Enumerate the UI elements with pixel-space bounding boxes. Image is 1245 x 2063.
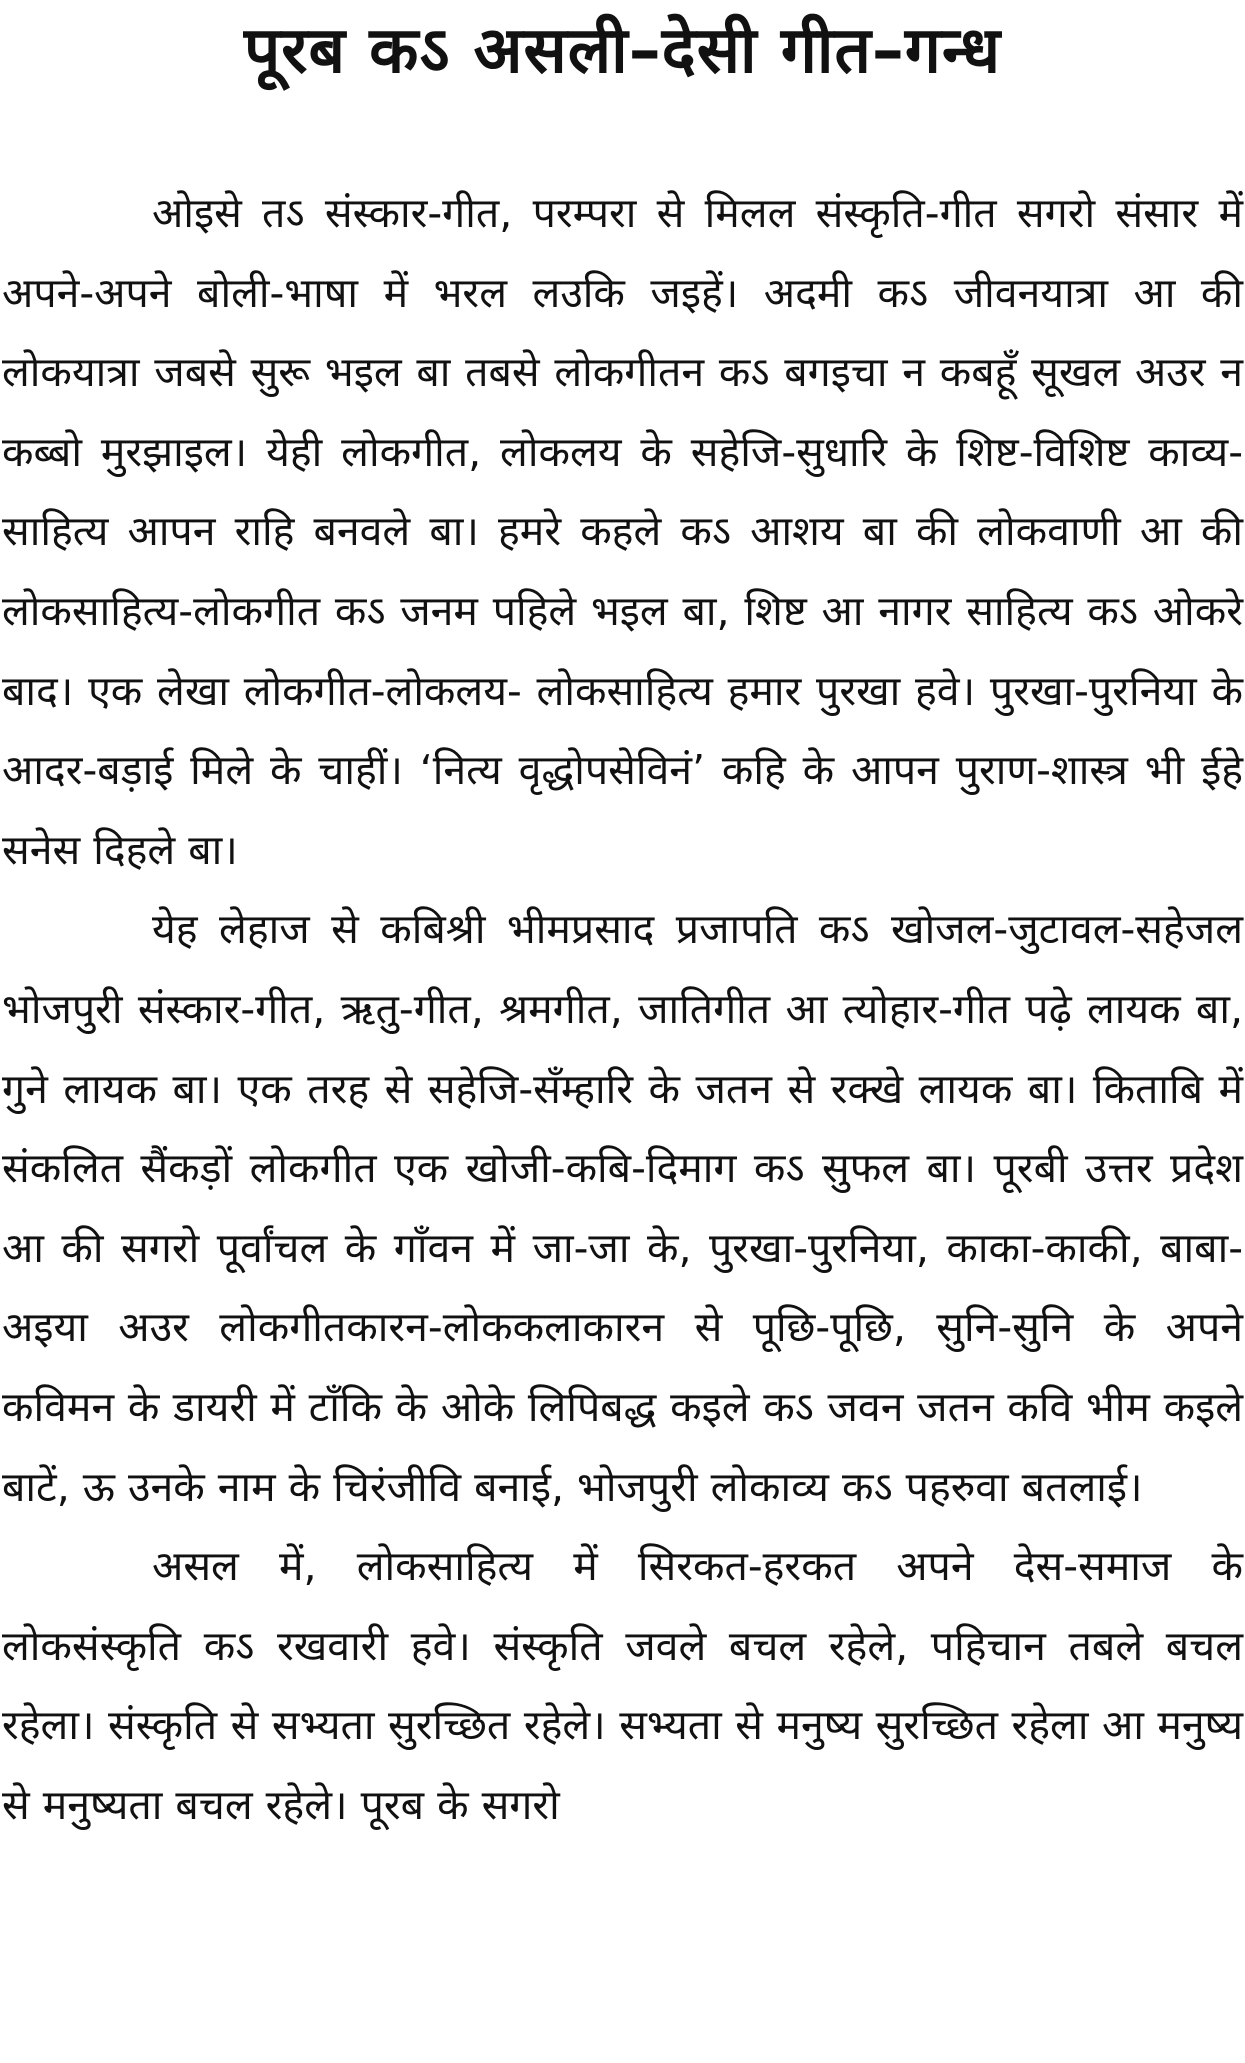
paragraph-2: येह लेहाज से कबिश्री भीमप्रसाद प्रजापति कऽ खोजल-जुटावल-सहेजल भोजपुरी संस्कार-गीत, ऋतु-गीत, श्रमगीत, जातिगीत आ त्योहार-गीत पढ़े लायक बा, गुने लायक बा। एक तरह से सहेजि-सँम्हारि के जतन से रक्खे लायक बा। किताबि में संकलित सैंकड़ों लोकगीत एक खोजी-कबि-दिमाग कऽ सुफल बा। पूरबी उत्तर प्रदेश आ की सगरो पूर्वांचल के गाँवन में जा-जा के, पुरखा-पुरनिया, काका-काकी, बाबा-अइया अउर लोकगीतकारन-लोककलाकारन से पूछि-पूछि, सुनि-सुनि के अपने कविमन के डायरी में टाँकि के ओके लिपिबद्ध कइले कऽ जवन जतन कवि भीम कइले बाटें, ऊ उनके नाम के चिरंजीवि बनाई, भोजपुरी लोकाव्य कऽ पहरुवा बतलाई। [2,905,1243,1511]
paragraph-3: असल में, लोकसाहित्य में सिरकत-हरकत अपने देस-समाज के लोकसंस्कृति कऽ रखवारी हवे। संस्कृति जवले बचल रहेले, पहिचान तबले बचल रहेला। संस्कृति से सभ्यता सुरच्छित रहेले। सभ्यता से मनुष्य सुरच्छित रहेला आ मनुष्य से मनुष्यता बचल रहेले। पूरब के सगरो [2,1542,1243,1829]
page-title: पूरब कऽ असली–देसी गीत–गन्ध [243,14,1002,88]
paragraph-1: ओइसे तऽ संस्कार-गीत, परम्परा से मिलल संस्कृति-गीत सगरो संसार में अपने-अपने बोली-भाषा में भरल लउकि जइहें। अदमी कऽ जीवनयात्रा आ की लोकयात्रा जबसे सुरू भइल बा तबसे लोकगीतन कऽ बगइचा न कबहूँ सूखल अउर न कब्बो मुरझाइल। येही लोकगीत, लोकलय के सहेजि-सुधारि के शिष्ट-विशिष्ट काव्य-साहित्य आपन राहि बनवले बा। हमरे कहले कऽ आशय बा की लोकवाणी आ की लोकसाहित्य-लोकगीत कऽ जनम पहिले भइल बा, शिष्ट आ नागर साहित्य कऽ ओकरे बाद। एक लेखा लोकगीत-लोकलय- लोकसाहित्य हमार पुरखा हवे। पुरखा-पुरनिया के आदर-बड़ाई मिले के चाहीं। ‘नित्य वृद्धोपसेविनं’ कहि के आपन पुराण-शास्त्र भी ईहे सनेस दिहले बा। [2,189,1243,874]
body-text [2,174,1243,1845]
